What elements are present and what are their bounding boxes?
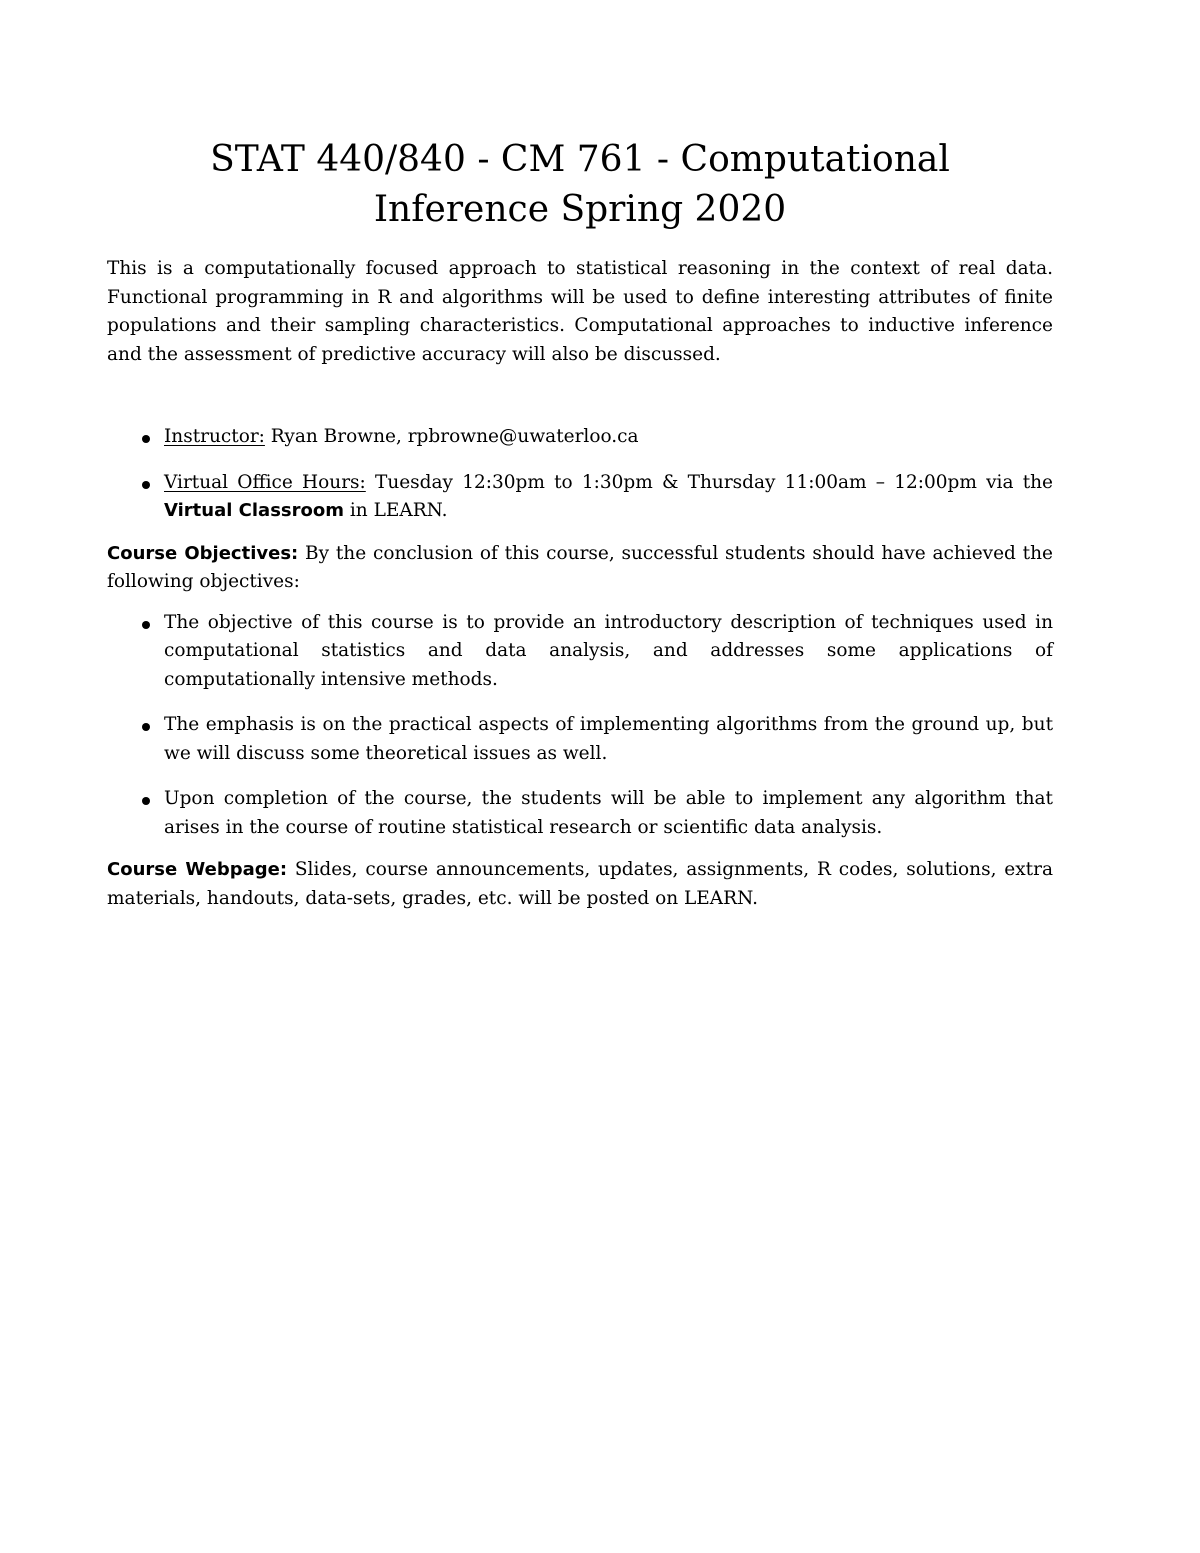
objective-text: Upon completion of the course, the students will be able to implement any algorithm that arises in the course of routine statistical research or scientific data analysis.: [164, 788, 1053, 838]
webpage-label: Course Webpage:: [107, 859, 288, 880]
objectives-list: [107, 609, 1053, 843]
webpage-paragraph: [107, 856, 1053, 913]
document-page: [107, 135, 1053, 913]
bullet-icon: [142, 797, 150, 805]
title-line-2: Inference Spring 2020: [373, 189, 787, 230]
instructor-value: Ryan Browne, rpbrowne@uwaterloo.ca: [264, 426, 639, 447]
objective-text: The objective of this course is to provide an introductory description of techniques used in computational statistics and data analysis, and addresses some applications of computationally intensive methods.: [164, 611, 1053, 690]
webpage-text: Slides, course announcements, updates, assignments, R codes, solutions, extra materials, handouts, data-sets, grades, etc. will be posted on LEARN.: [107, 859, 1053, 909]
office-hours-tail: in LEARN.: [343, 500, 448, 521]
bullet-icon: [142, 621, 150, 629]
bullet-icon: [142, 723, 150, 731]
office-hours-item: [164, 469, 1053, 526]
intro-paragraph: This is a computationally focused approach to statistical reasoning in the context of real data. Functional programming in R and algorithms will be used to define interesting attributes of finite populations and their sampling characteristics. Computational approaches to inductive inference and the assessment of predictive accuracy will also be discussed.: [107, 258, 1053, 365]
instructor-item: [164, 423, 1053, 452]
office-hours-value: Tuesday 12:30pm to 1:30pm & Thursday 11:00am – 12:00pm via the: [365, 471, 1053, 493]
document-title: [107, 135, 1053, 235]
bullet-icon: [142, 481, 150, 489]
objectives-label: Course Objectives:: [107, 542, 299, 564]
objectives-text: By the conclusion of this course, successful students should have achieved the following objectives:: [107, 542, 1053, 592]
objective-item: [164, 711, 1053, 768]
objectives-paragraph: [107, 540, 1053, 597]
bullet-icon: [142, 435, 150, 443]
office-hours-label: Virtual Office Hours:: [164, 471, 366, 493]
instructor-label: Instructor:: [164, 426, 265, 447]
virtual-classroom-text: Virtual Classroom: [164, 500, 344, 521]
objective-item: [164, 609, 1053, 695]
objective-text: The emphasis is on the practical aspects of implementing algorithms from the ground up, but we will discuss some theoretical issues as well.: [164, 714, 1053, 764]
info-list: [107, 423, 1053, 526]
objective-item: [164, 785, 1053, 842]
title-line-1: STAT 440/840 - CM 761 - Computational: [210, 139, 950, 180]
